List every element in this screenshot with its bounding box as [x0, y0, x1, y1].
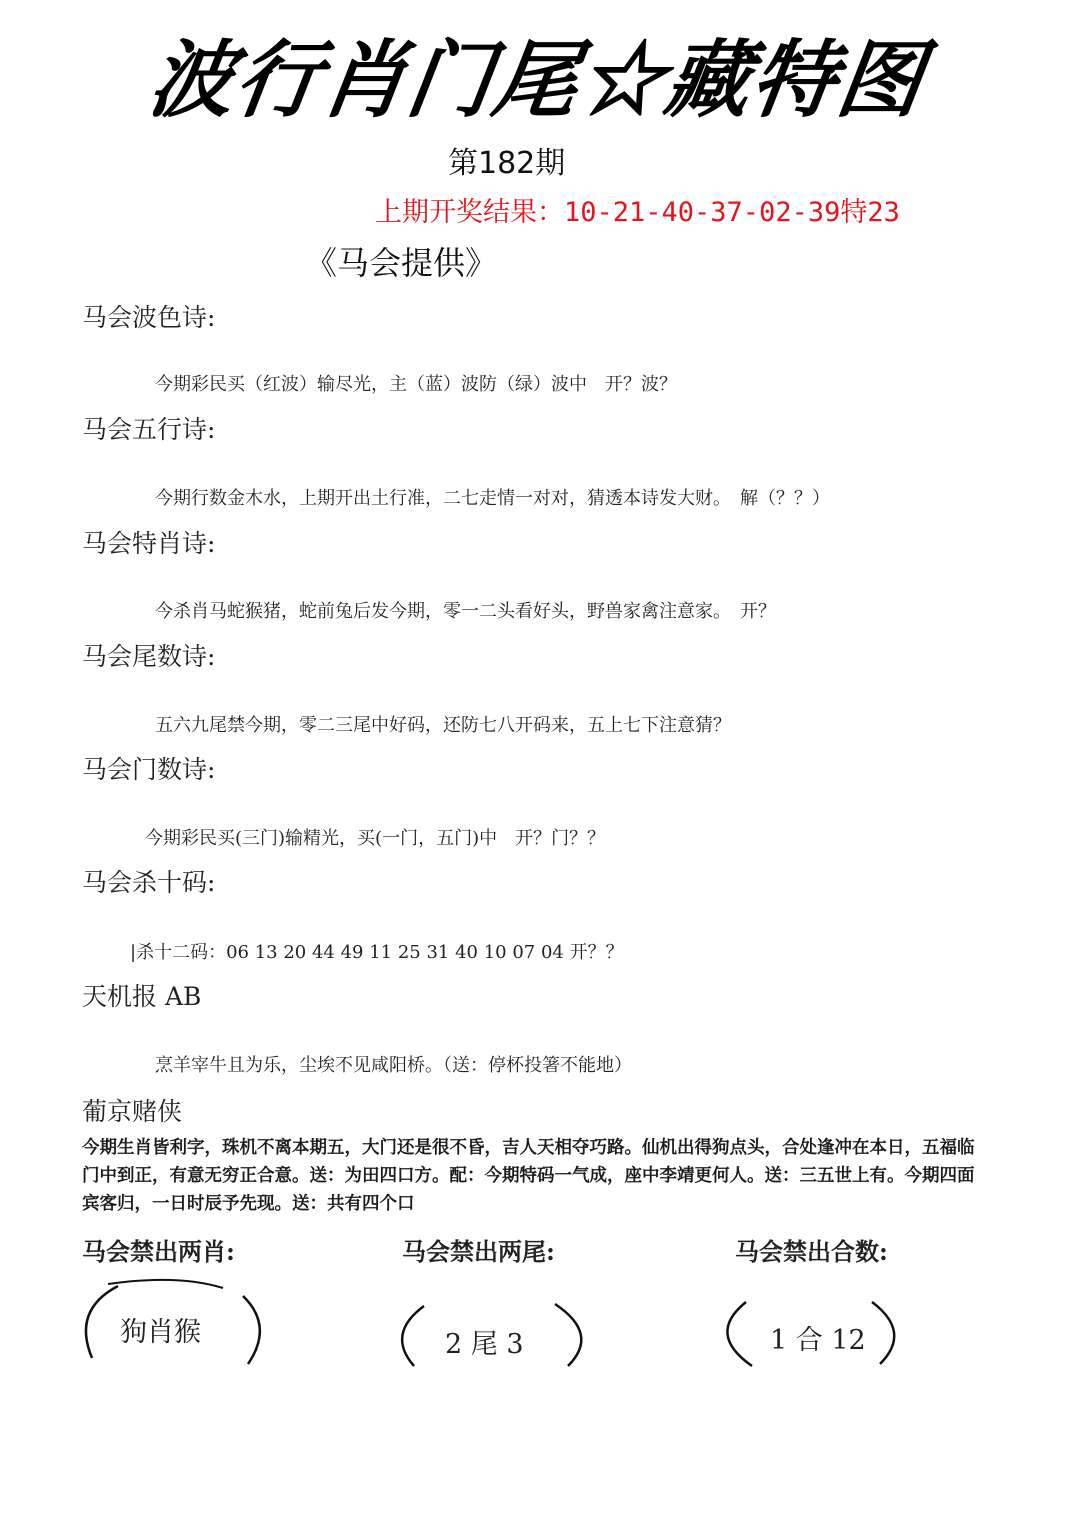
ban-sum-value: 1 合 12 — [770, 1325, 866, 1356]
section-heading: 马会五行诗: — [82, 415, 216, 444]
section-poem: |杀十二码：06 13 20 44 49 11 25 31 40 10 07 04 开？？ — [130, 942, 624, 963]
ban-sum-heading: 马会禁出合数: — [735, 1237, 888, 1266]
section-heading: 马会尾数诗: — [82, 642, 216, 671]
ban-zodiac-heading: 马会禁出两肖: — [82, 1237, 235, 1266]
section-poem: 今期彩民买（红波）输尽光，主（蓝）波防（绿）波中 开？波？ — [155, 374, 677, 395]
section-poem: 今期行数金木水，上期开出土行准，二七走情一对对，猜透本诗发大财。 解（？？） — [155, 488, 830, 509]
ban-zodiac-value: 狗肖猴 — [120, 1317, 201, 1348]
provider-label: 《马会提供》 — [305, 244, 498, 282]
ban-sum-box — [712, 1298, 907, 1370]
gamble-heading: 葡京赌侠 — [82, 1097, 183, 1126]
section-heading: 马会杀十码: — [82, 868, 216, 897]
ban-tail-heading: 马会禁出两尾: — [402, 1237, 555, 1266]
section-heading: 马会特肖诗: — [82, 529, 216, 558]
section-poem: 今杀肖马蛇猴猪，蛇前兔后发今期，零一二头看好头，野兽家禽注意家。 开？ — [155, 601, 776, 622]
last-draw-result: 上期开奖结果：10-21-40-37-02-39特23 — [375, 197, 900, 228]
section-poem: 今期彩民买(三门)输精光，买(一门，五门)中 开？门？？ — [145, 828, 606, 849]
section-heading: 马会门数诗: — [82, 755, 216, 784]
issue-number: 第182期 — [448, 146, 566, 181]
ban-zodiac-box — [78, 1280, 268, 1370]
page-title: 波行肖门尾☆藏特图 — [143, 30, 932, 129]
ban-tail-box — [390, 1300, 595, 1370]
gamble-paragraph: 今期生肖皆利字，珠机不离本期五，大门还是很不昏，吉人天相夺巧路。仙机出得狗点头，合处逢冲在本日，五福临门中到正，有意无穷正合意。送：为田四口方。配：今期特码一气成，座中李靖更何人。送：三五世上有。今期四面宾客归，一日时辰予先现。送：共有四个口 — [82, 1138, 975, 1214]
section-poem: 五六九尾禁今期，零二三尾中好码，还防七八开码来，五上七下注意猜？ — [155, 715, 731, 736]
section-poem: 烹羊宰牛且为乐，尘埃不见咸阳桥。（送：停杯投箸不能地） — [155, 1055, 632, 1076]
section-heading: 马会波色诗: — [82, 303, 216, 332]
ban-tail-value: 2 尾 3 — [445, 1329, 524, 1360]
section-heading: 天机报 AB — [82, 982, 202, 1011]
